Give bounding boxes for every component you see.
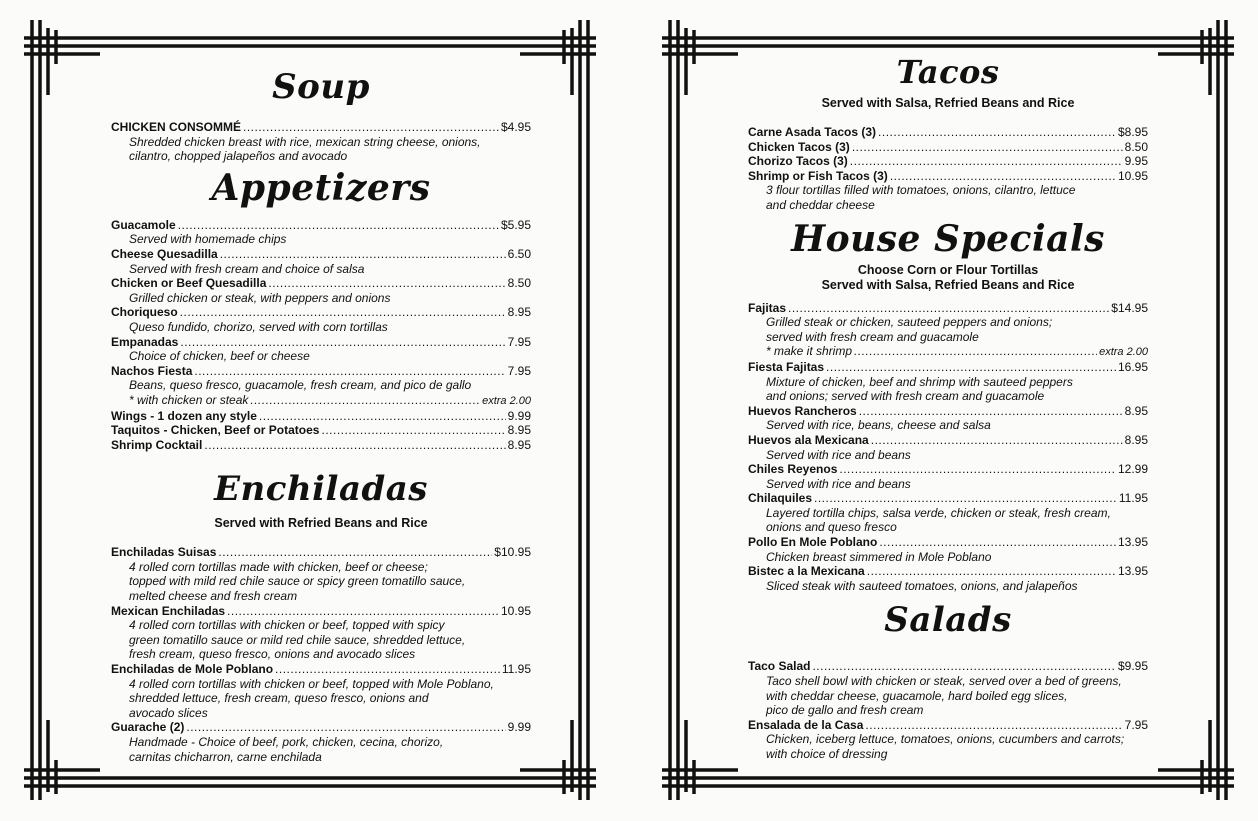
item-name: Bistec a la Mexicana xyxy=(748,564,865,579)
item-price: 8.50 xyxy=(1124,139,1148,154)
dot-leader xyxy=(878,125,1116,140)
dot-leader xyxy=(180,335,505,350)
item-description: 4 rolled corn tortillas made with chicken, beef or cheese; xyxy=(129,559,428,574)
item-name: Fiesta Fajitas xyxy=(748,359,825,374)
item-description: served with fresh cream and guacamole xyxy=(766,329,979,344)
menu-item xyxy=(111,335,531,350)
item-description: 4 rolled corn tortillas with chicken or beef, topped with spicy xyxy=(129,618,445,633)
menu-item xyxy=(748,462,1148,477)
item-name: Taquitos - Chicken, Beef or Potatoes xyxy=(111,423,320,438)
item-price: 16.95 xyxy=(1117,359,1148,374)
item-name: Huevos Rancheros xyxy=(748,403,857,418)
item-description: cilantro, chopped jalapeños and avocado xyxy=(129,149,348,164)
dot-leader xyxy=(204,438,505,453)
item-description: Shredded chicken breast with rice, mexican string cheese, onions, xyxy=(129,134,481,149)
item-name: Shrimp or Fish Tacos (3) xyxy=(748,168,888,183)
item-price: 8.95 xyxy=(1124,432,1148,447)
dot-leader xyxy=(259,409,506,424)
item-description: Choice of chicken, beef or cheese xyxy=(129,349,310,364)
item-description: Beans, queso fresco, guacamole, fresh cream, and pico de gallo xyxy=(129,378,472,393)
item-description: and cheddar cheese xyxy=(766,197,875,212)
dot-leader xyxy=(218,545,492,560)
item-name: Shrimp Cocktail xyxy=(111,437,203,452)
dot-leader xyxy=(852,140,1123,155)
menu-item xyxy=(111,438,531,453)
item-description: fresh cream, queso fresco, onions and avocado slices xyxy=(129,647,416,662)
dot-leader xyxy=(220,247,506,262)
item-price: 8.95 xyxy=(507,305,531,320)
menu-item xyxy=(748,404,1148,419)
item-description: topped with mild red chile sauce or spicy green tomatillo sauce, xyxy=(129,574,466,589)
house-specials-subtitle-sides: Served with Salsa, Refried Beans and Rice xyxy=(821,277,1075,292)
item-name: Wings - 1 dozen any style xyxy=(111,408,257,423)
menu-item xyxy=(111,662,531,677)
tacos-subtitle: Served with Salsa, Refried Beans and Rice xyxy=(821,96,1075,110)
item-description: Queso fundido, chorizo, served with corn tortillas xyxy=(129,319,388,334)
item-description: Chicken breast simmered in Mole Poblano xyxy=(766,549,992,564)
item-name: Cheese Quesadilla xyxy=(111,246,218,261)
item-name: Chicken Tacos (3) xyxy=(748,139,850,154)
item-price: 8.95 xyxy=(507,437,531,452)
item-name: Ensalada de la Casa xyxy=(748,717,864,732)
item-extra-option xyxy=(748,344,1148,360)
dot-leader xyxy=(812,659,1116,674)
item-price: 10.95 xyxy=(500,603,531,618)
menu-item xyxy=(748,659,1148,674)
dot-leader xyxy=(890,169,1116,184)
menu-item xyxy=(111,409,531,424)
dot-leader xyxy=(879,535,1116,550)
dot-leader xyxy=(250,393,480,408)
item-name: Enchiladas Suisas xyxy=(111,545,217,560)
left-content xyxy=(111,66,531,764)
item-description: with choice of dressing xyxy=(766,747,888,761)
item-name: Chorizo Tacos (3) xyxy=(748,154,848,169)
dot-leader xyxy=(865,718,1122,733)
item-description: Layered tortilla chips, salsa verde, chicken or steak, fresh cream, xyxy=(766,505,1111,520)
item-description: Mixture of chicken, beef and shrimp with sauteed peppers xyxy=(766,374,1073,389)
item-name: Choriqueso xyxy=(111,305,178,320)
dot-leader xyxy=(321,423,505,438)
dot-leader xyxy=(871,433,1123,448)
extra-label: * with chicken or steak xyxy=(129,392,249,407)
item-price: 8.50 xyxy=(507,276,531,291)
item-name: Huevos ala Mexicana xyxy=(748,432,869,447)
item-price: 11.95 xyxy=(1118,491,1148,506)
section-title-appetizers: Appetizers xyxy=(211,166,431,209)
item-description: shredded lettuce, fresh cream, queso fresco, onions and xyxy=(129,691,429,706)
section-title-tacos: Tacos xyxy=(896,53,1000,91)
salads-list xyxy=(748,659,1148,761)
menu-item xyxy=(748,360,1148,375)
item-description: Sliced steak with sauteed tomatoes, onions, and jalapeños xyxy=(766,578,1078,593)
item-price: $4.95 xyxy=(500,120,531,134)
item-name: Chiles Reyenos xyxy=(748,462,838,477)
item-description: Grilled steak or chicken, sauteed peppers and onions; xyxy=(766,315,1053,330)
menu-page-left xyxy=(10,0,610,821)
menu-item xyxy=(111,276,531,291)
dot-leader xyxy=(859,404,1123,419)
menu-item xyxy=(748,140,1148,155)
menu-item xyxy=(111,218,531,233)
dot-leader xyxy=(826,360,1116,375)
item-name: Guarache (2) xyxy=(111,720,185,735)
item-name: Mexican Enchiladas xyxy=(111,603,226,618)
item-name: Nachos Fiesta xyxy=(111,363,193,378)
dot-leader xyxy=(850,154,1123,169)
item-description: Handmade - Choice of beef, pork, chicken, cecina, chorizo, xyxy=(129,735,444,749)
menu-item xyxy=(111,604,531,619)
item-description: carnitas chicharron, carne enchilada xyxy=(129,749,322,764)
item-price: 9.99 xyxy=(507,408,531,423)
item-price: 9.95 xyxy=(1124,154,1148,169)
item-price: $14.95 xyxy=(1111,300,1148,315)
item-price: 6.50 xyxy=(507,246,531,261)
menu-item xyxy=(111,120,531,135)
enchiladas-subtitle: Served with Refried Beans and Rice xyxy=(214,516,428,531)
item-price: 8.95 xyxy=(507,423,531,438)
dot-leader xyxy=(227,604,499,619)
item-price: 13.95 xyxy=(1117,535,1148,550)
dot-leader xyxy=(854,344,1097,359)
menu-page-right xyxy=(648,0,1248,821)
item-price: 13.95 xyxy=(1117,564,1148,579)
item-description: Served with fresh cream and choice of salsa xyxy=(129,261,365,276)
item-price: 10.95 xyxy=(1117,168,1148,183)
menu-item xyxy=(748,154,1148,169)
menu-item xyxy=(748,433,1148,448)
item-price: 9.99 xyxy=(507,720,531,735)
dot-leader xyxy=(814,491,1117,506)
item-description: Grilled chicken or steak, with peppers and onions xyxy=(129,290,391,305)
item-price: 7.95 xyxy=(507,334,531,349)
appetizers-list xyxy=(111,218,531,453)
extra-price: extra 2.00 xyxy=(1099,346,1148,359)
dot-leader xyxy=(788,301,1109,316)
item-description: Served with rice, beans, cheese and salsa xyxy=(766,418,991,433)
dot-leader xyxy=(178,218,499,233)
item-price: 7.95 xyxy=(507,363,531,378)
dot-leader xyxy=(839,462,1116,477)
house-specials-subtitle-tortillas: Choose Corn or Flour Tortillas xyxy=(857,262,1039,277)
item-price: $10.95 xyxy=(494,545,531,560)
item-price: 12.99 xyxy=(1117,462,1148,477)
extra-label: * make it shrimp xyxy=(766,344,853,359)
item-price: $5.95 xyxy=(500,217,531,232)
menu-item xyxy=(111,364,531,379)
house-specials-list xyxy=(748,301,1148,594)
dot-leader xyxy=(867,564,1116,579)
dot-leader xyxy=(180,305,506,320)
section-title-house-specials: House Specials xyxy=(791,217,1105,260)
menu-item xyxy=(748,718,1148,733)
item-price: 7.95 xyxy=(1124,717,1148,732)
item-description: 4 rolled corn tortillas with chicken or beef, topped with Mole Poblano, xyxy=(129,676,494,691)
menu-item xyxy=(748,125,1148,140)
item-name: Guacamole xyxy=(111,217,176,232)
dot-leader xyxy=(194,364,505,379)
item-description: avocado slices xyxy=(129,705,208,720)
menu-item xyxy=(111,305,531,320)
item-description: Served with rice and beans xyxy=(766,447,911,462)
section-title-enchiladas: Enchiladas xyxy=(214,469,428,510)
soup-list xyxy=(111,120,531,164)
item-name: Enchiladas de Mole Poblano xyxy=(111,662,274,677)
dot-leader xyxy=(186,720,505,735)
tacos-list xyxy=(748,125,1148,213)
item-description: melted cheese and fresh cream xyxy=(129,589,298,604)
item-description: pico de gallo and fresh cream xyxy=(766,703,924,718)
item-name: Carne Asada Tacos (3) xyxy=(748,125,877,139)
menu-item xyxy=(748,301,1148,316)
item-name: Chilaquiles xyxy=(748,491,813,506)
section-title-soup: Soup xyxy=(272,67,370,107)
menu-item xyxy=(111,247,531,262)
item-description: Taco shell bowl with chicken or steak, served over a bed of greens, xyxy=(766,674,1122,689)
menu-item xyxy=(748,564,1148,579)
menu-item xyxy=(111,545,531,560)
item-description: green tomatillo sauce or mild red chile sauce, shredded lettuce, xyxy=(129,632,466,647)
item-price: $9.95 xyxy=(1117,659,1148,674)
item-name: CHICKEN CONSOMMÉ xyxy=(111,120,242,134)
enchiladas-list xyxy=(111,545,531,764)
item-description: Served with homemade chips xyxy=(129,232,287,247)
section-title-salads: Salads xyxy=(884,600,1012,641)
dot-leader xyxy=(275,662,500,677)
item-name: Fajitas xyxy=(748,300,787,315)
item-description: Chicken, iceberg lettuce, tomatoes, onions, cucumbers and carrots; xyxy=(766,732,1125,747)
item-description: 3 flour tortillas filled with tomatoes, onions, cilantro, lettuce xyxy=(766,183,1076,198)
item-name: Empanadas xyxy=(111,334,179,349)
right-content xyxy=(748,52,1148,762)
item-price: $8.95 xyxy=(1117,125,1148,139)
menu-item xyxy=(748,169,1148,184)
item-description: with cheddar cheese, guacamole, hard boiled egg slices, xyxy=(766,688,1068,703)
menu-item xyxy=(748,491,1148,506)
item-price: 8.95 xyxy=(1124,403,1148,418)
menu-item xyxy=(748,535,1148,550)
item-extra-option xyxy=(111,393,531,409)
item-name: Taco Salad xyxy=(748,659,811,674)
menu-item xyxy=(111,720,531,735)
dot-leader xyxy=(243,120,499,135)
item-name: Chicken or Beef Quesadilla xyxy=(111,276,267,291)
item-description: Served with rice and beans xyxy=(766,476,911,491)
extra-price: extra 2.00 xyxy=(482,394,531,407)
item-description: and onions; served with fresh cream and guacamole xyxy=(766,389,1045,404)
item-description: onions and queso fresco xyxy=(766,520,897,535)
item-name: Pollo En Mole Poblano xyxy=(748,535,878,550)
menu-item xyxy=(111,423,531,438)
item-price: 11.95 xyxy=(501,662,531,677)
dot-leader xyxy=(268,276,505,291)
